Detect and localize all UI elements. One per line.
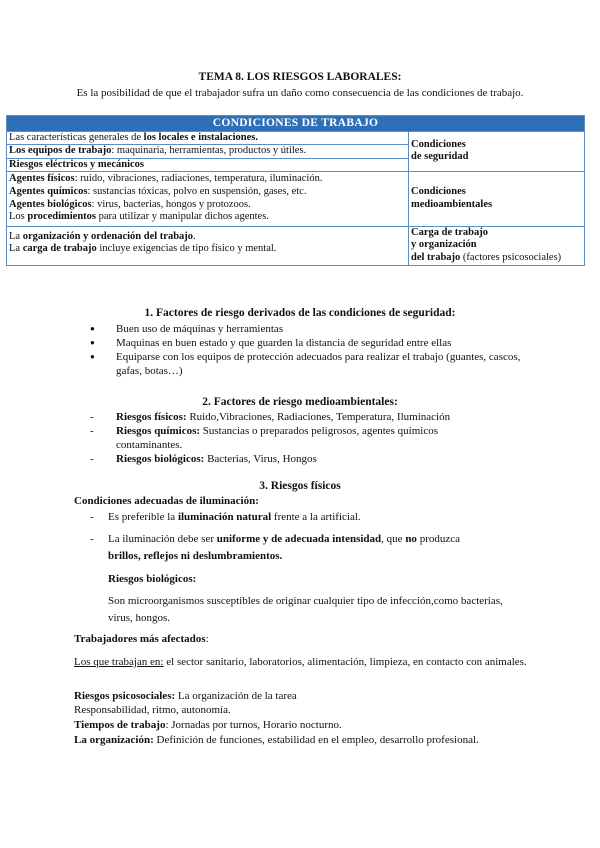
category-label: [411, 252, 582, 265]
text: La: [9, 230, 23, 242]
tiempos-line: [74, 718, 342, 732]
category-label: y organización: [411, 239, 477, 251]
bullet-icon: ●: [90, 324, 95, 333]
text-bold: uniforme y de adecuada intensidad: [216, 533, 382, 545]
text: (factores psicosociales): [460, 251, 562, 263]
row-line: [9, 231, 406, 244]
text: .: [193, 230, 196, 242]
row-cell-right: [409, 226, 585, 265]
row-cell-left: [7, 226, 409, 265]
workers-heading: [74, 632, 209, 646]
row-cell-left: [7, 131, 409, 172]
bio-heading: Riesgos biológicos:: [108, 573, 197, 585]
text: , que: [381, 533, 406, 545]
category-label: Condiciones: [411, 138, 466, 150]
section-heading: 3. Riesgos físicos: [259, 480, 341, 492]
text: Las características generales de: [9, 131, 144, 143]
row-cell-right: [409, 131, 585, 172]
list-item: [86, 531, 536, 565]
dash-icon: -: [90, 511, 94, 523]
text: el sector sanitario, laboratorios, alimentación, limpieza, en contacto con animales.: [163, 656, 527, 668]
conditions-table: [6, 115, 585, 266]
text: Los: [9, 211, 28, 223]
text-bold: Agentes biológicos: [9, 198, 92, 210]
text-bold: Riesgos físicos:: [116, 411, 187, 423]
text-bold: Tiempos de trabajo: [74, 719, 166, 731]
bullet-icon: ●: [90, 338, 95, 347]
dash-icon: -: [90, 453, 94, 465]
list-item: [86, 510, 526, 524]
row-line: [9, 186, 406, 199]
text-bold: brillos, reflejos ni deslumbramientos.: [108, 550, 283, 562]
dash-list: [86, 410, 496, 466]
text-bold: Agentes físicos: [9, 173, 75, 185]
section-heading: 1. Factores de riesgo derivados de las condiciones de seguridad:: [144, 307, 456, 319]
text: : virus, bacterias, hongos y protozoos.: [91, 198, 251, 210]
bio-text: Son microorganismos susceptibles de originar cualquier tipo de infección,como bacterias, virus, hongos.: [108, 595, 503, 624]
text: : Jornadas por turnos, Horario nocturno.: [165, 719, 342, 731]
text-underline: Los que trabajan en:: [74, 656, 164, 668]
list-item: [86, 322, 526, 336]
text: : sustancias tóxicas, polvo en suspensión, gases, etc.: [87, 185, 307, 197]
text: Equiparse con los equipos de protección adecuados para realizar el trabajo (guantes, cascos, gafas, botas…): [116, 351, 521, 377]
table-row: [7, 131, 585, 172]
list-item: [86, 336, 526, 350]
text: Sustancias o preparados peligrosos, agentes químicos contaminantes.: [116, 425, 439, 451]
text-bold: organización y ordenación del trabajo: [22, 230, 194, 242]
text: :: [205, 633, 209, 645]
text-bold: Riesgos psicosociales:: [74, 690, 176, 702]
bullet-list: [86, 322, 526, 378]
table-row: [7, 226, 585, 265]
table-header: CONDICIONES DE TRABAJO: [7, 116, 585, 132]
text-bold: Riesgos químicos:: [116, 425, 201, 437]
list-item: [86, 424, 496, 452]
text-bold: Riesgos biológicos:: [116, 453, 205, 465]
text: incluye exigencias de tipo físico y mental.: [96, 243, 277, 255]
category-label: Carga de trabajo: [411, 226, 488, 238]
psico-line-2: Responsabilidad, ritmo, autonomía.: [74, 704, 231, 716]
row-cell-right: [409, 172, 585, 226]
text: Definición de funciones, estabilidad en el empleo, desarrollo profesional.: [153, 734, 479, 746]
list-item: [86, 452, 496, 466]
row-line: [9, 211, 406, 224]
text-bold: Riesgos eléctricos y mecánicos: [9, 158, 144, 170]
text: para utilizar y manipular dichos agentes.: [96, 211, 269, 223]
row-line: [7, 159, 408, 172]
list-item: [86, 410, 496, 424]
dash-icon: -: [90, 533, 94, 545]
text-bold: La organización:: [74, 734, 154, 746]
text: frente a la artificial.: [271, 511, 361, 523]
text: Buen uso de máquinas y herramientas: [116, 323, 284, 335]
intro-paragraph: Es la posibilidad de que el trabajador sufra un daño como consecuencia de las condiciones de trabajo.: [76, 87, 524, 99]
text: : ruido, vibraciones, radiaciones, temperatura, iluminación.: [74, 173, 323, 185]
row-line: [9, 199, 406, 212]
text: produzca: [416, 533, 460, 545]
dash-icon: -: [90, 425, 94, 437]
category-label: medioambientales: [411, 199, 493, 211]
text: Es preferible la: [108, 511, 178, 523]
page-title: TEMA 8. LOS RIESGOS LABORALES:: [198, 71, 402, 83]
text-bold: Los equipos de trabajo: [9, 145, 112, 157]
text-bold: no: [405, 533, 417, 545]
category-label: de seguridad: [411, 151, 469, 163]
psico-line: [74, 689, 297, 703]
row-line: [9, 243, 406, 256]
text-bold: iluminación natural: [177, 511, 272, 523]
text: Bacterias, Virus, Hongos: [204, 453, 317, 465]
text-bold: los locales e instalaciones.: [143, 131, 258, 143]
text: La iluminación debe ser: [108, 533, 217, 545]
text-bold: procedimientos: [27, 211, 97, 223]
text-bold: Agentes químicos: [9, 185, 88, 197]
bullet-icon: ●: [90, 352, 95, 361]
text: Maquinas en buen estado y que guarden la distancia de seguridad entre ellas: [116, 337, 452, 349]
table-row: [7, 172, 585, 226]
dash-icon: -: [90, 411, 94, 423]
text-bold: Trabajadores más afectados: [74, 633, 206, 645]
category-label: Condiciones: [411, 186, 466, 198]
workers-text: [74, 654, 530, 671]
section-heading: 2. Factores de riesgo medioambientales:: [202, 396, 398, 408]
row-cell-left: [7, 172, 409, 226]
subheading: Condiciones adecuadas de iluminación:: [74, 495, 259, 507]
list-item: [86, 350, 526, 378]
text: Ruido,Vibraciones, Radiaciones, Temperatura, Iluminación: [186, 411, 451, 423]
text: : maquinaria, herramientas, productos y útiles.: [111, 145, 307, 157]
text: La: [9, 243, 23, 255]
text-bold: del trabajo: [411, 251, 461, 263]
text: La organización de la tarea: [175, 690, 297, 702]
row-line: [7, 145, 408, 159]
row-line: [7, 132, 408, 146]
organizacion-line: [74, 733, 479, 747]
row-line: [9, 173, 406, 186]
text-bold: carga de trabajo: [22, 243, 97, 255]
